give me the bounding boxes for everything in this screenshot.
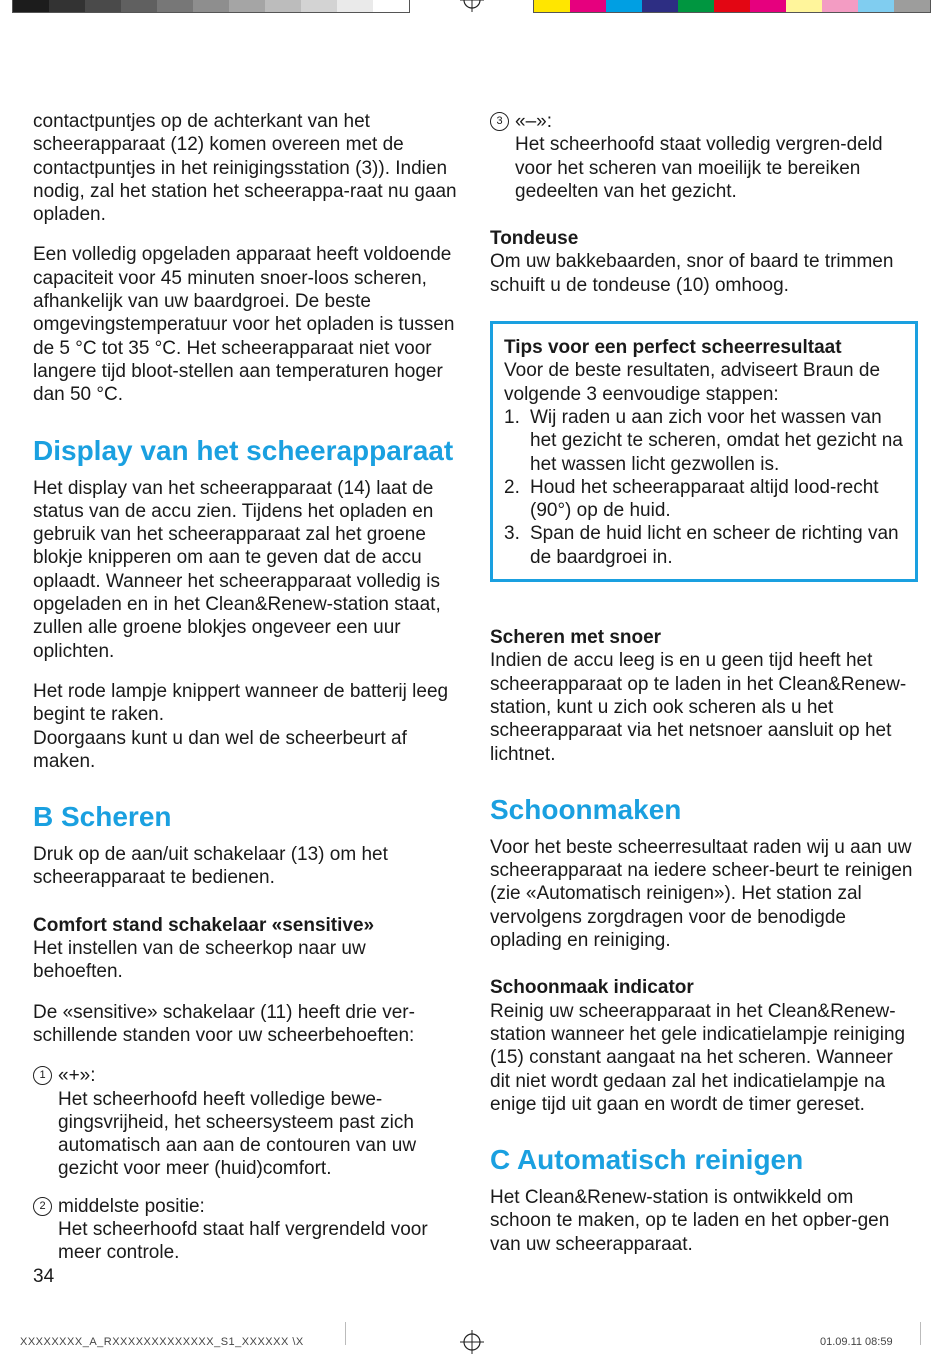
subheading-tondeuse: Tondeuse [490,228,579,250]
circled-number: 1 [33,1066,52,1085]
print-slug-right: 01.09.11 08:59 [820,1336,893,1348]
paragraph: Voor het beste scheerresultaat raden wij u aan uw scheerapparaat na iedere scheer-beurt te reinigen (zie «Automatisch reinigen»). Het station zal vervolgens zorgdragen voor de benodigde oplading en reiniging. [490,836,913,952]
list-number: 1. [504,406,520,428]
circled-number: 3 [490,112,509,131]
circled-number: 2 [33,1197,52,1216]
registration-mark-icon [460,1330,484,1354]
subheading-indicator: Schoonmaak indicator [490,977,694,999]
print-slug-left: XXXXXXXX_A_RXXXXXXXXXXXXX_S1_XXXXXX \X [20,1336,304,1348]
paragraph: Om uw bakkebaarden, snor of baard te trimmen schuift u de tondeuse (10) omhoog. [490,251,894,296]
subheading-comfort: Comfort stand schakelaar «sensitive» [33,914,375,936]
page-number: 34 [33,1266,55,1287]
paragraph: De «sensitive» schakelaar (11) heeft drie ver-schillende standen voor uw scheerbehoeften: [33,1001,415,1046]
position-label: «+»: [58,1065,96,1087]
list-item [504,406,905,476]
list-text: Wij raden u aan zich voor het wassen van het gezicht te scheren, omdat het gezicht na het wassen licht gezwollen is. [530,406,903,475]
tips-list [504,406,905,569]
paragraph: Het display van het scheerapparaat (14) laat de status van de accu zien. Tijdens het opladen en gebruik van het scheerapparaat zal het groene blokje knipperen om aan te geven dat de accu oplaadt. Wanneer het scheerapparaat volledig is opgeladen en in het Clean&Renew-station staat, zullen alle groene blokjes ongeveer een uur oplichten. [33,477,441,662]
list-number: 2. [504,476,520,498]
position-description: Het scheerhoofd staat half vergrendeld voor meer controle. [58,1218,428,1264]
registration-mark-icon [460,0,484,12]
section-heading-display: Display van het scheerapparaat [33,434,454,466]
paragraph: Het Clean&Renew-station is ontwikkeld om schoon te maken, op te laden en het opber-gen van uw scheerapparaat. [490,1187,890,1255]
list-item [504,522,905,569]
position-description: Het scheerhoofd staat volledig vergren-deld voor het scheren van moeilijk te bereiken gedeelten van het gezicht. [515,134,883,202]
paragraph-line: Het rode lampje knippert wanneer de batterij leeg begint te raken. [33,680,449,726]
paragraph: Het instellen van de scheerkop naar uw behoeften. [33,938,366,983]
paragraph-line: Doorgaans kunt u dan wel de scheerbeurt af maken. [33,727,407,772]
position-item-2 [33,1195,458,1265]
tips-title: Tips voor een perfect scheerresultaat [504,337,842,359]
paragraph [33,680,458,773]
grayscale-calibration-bar [12,0,410,13]
section-heading-automatisch: C Automatisch reinigen [490,1144,804,1176]
divider [920,1322,921,1345]
paragraph: contactpuntjes op de achterkant van het scheerapparaat (12) komen overeen met de contactpuntjes in het reinigingsstation (3)). Indien nodig, zal het station het scheerappa-raat nu gaan opladen. [33,111,457,226]
list-item [504,476,905,523]
divider [345,1322,346,1345]
section-heading-schoonmaken: Schoonmaken [490,793,682,825]
position-label: middelste positie: [58,1195,205,1217]
color-calibration-bar [533,0,931,13]
left-column [33,110,458,1279]
section-heading-scheren: B Scheren [33,801,172,833]
list-text: Span de huid licht en scheer de richting van de baardgroei in. [530,523,899,568]
tips-intro: Voor de beste resultaten, adviseert Braun de volgende 3 eenvoudige stappen: [504,360,881,405]
tips-box [490,321,918,582]
paragraph: Druk op de aan/uit schakelaar (13) om het scheerapparaat te bedienen. [33,844,388,889]
list-text: Houd het scheerapparaat altijd lood-recht (90°) op de huid. [530,476,879,522]
position-label: «–»: [515,111,552,132]
paragraph: Een volledig opgeladen apparaat heeft voldoende capaciteit voor 45 minuten snoer-loos scheren, afhankelijk van uw baardgroei. De beste omgevingstemperatuur voor het opladen is tussen de 5 °C tot 35 °C. Het scheerapparaat niet voor langere tijd bloot-stellen aan temperaturen hoger dan 50 °C. [33,244,455,406]
list-number: 3. [504,523,520,545]
position-item-3 [490,110,915,203]
paragraph: Indien de accu leeg is en u geen tijd heeft het scheerapparaat op te laden in het Clean&Renew-station, kunt u zich ook scheren als u het scheerapparaat via het netsnoer aansluit op het lichtnet. [490,650,907,765]
right-column [490,110,915,1273]
subheading-snoer: Scheren met snoer [490,627,662,649]
paragraph: Reinig uw scheerapparaat in het Clean&Renew-station wanneer het gele indicatielampje reiniging (15) constant aangaat na het scheren. Wanneer dit niet wordt gedaan zal het indicatielampje na enige tijd uit gaan en wordt de timer gereset. [490,1000,906,1115]
position-item-1 [33,1064,458,1180]
position-description: Het scheerhoofd heeft volledige bewe-gingsvrijheid, het scheersysteem past zich automatisch aan aan de contouren van uw gezicht voor meer (huid)comfort. [58,1088,417,1180]
